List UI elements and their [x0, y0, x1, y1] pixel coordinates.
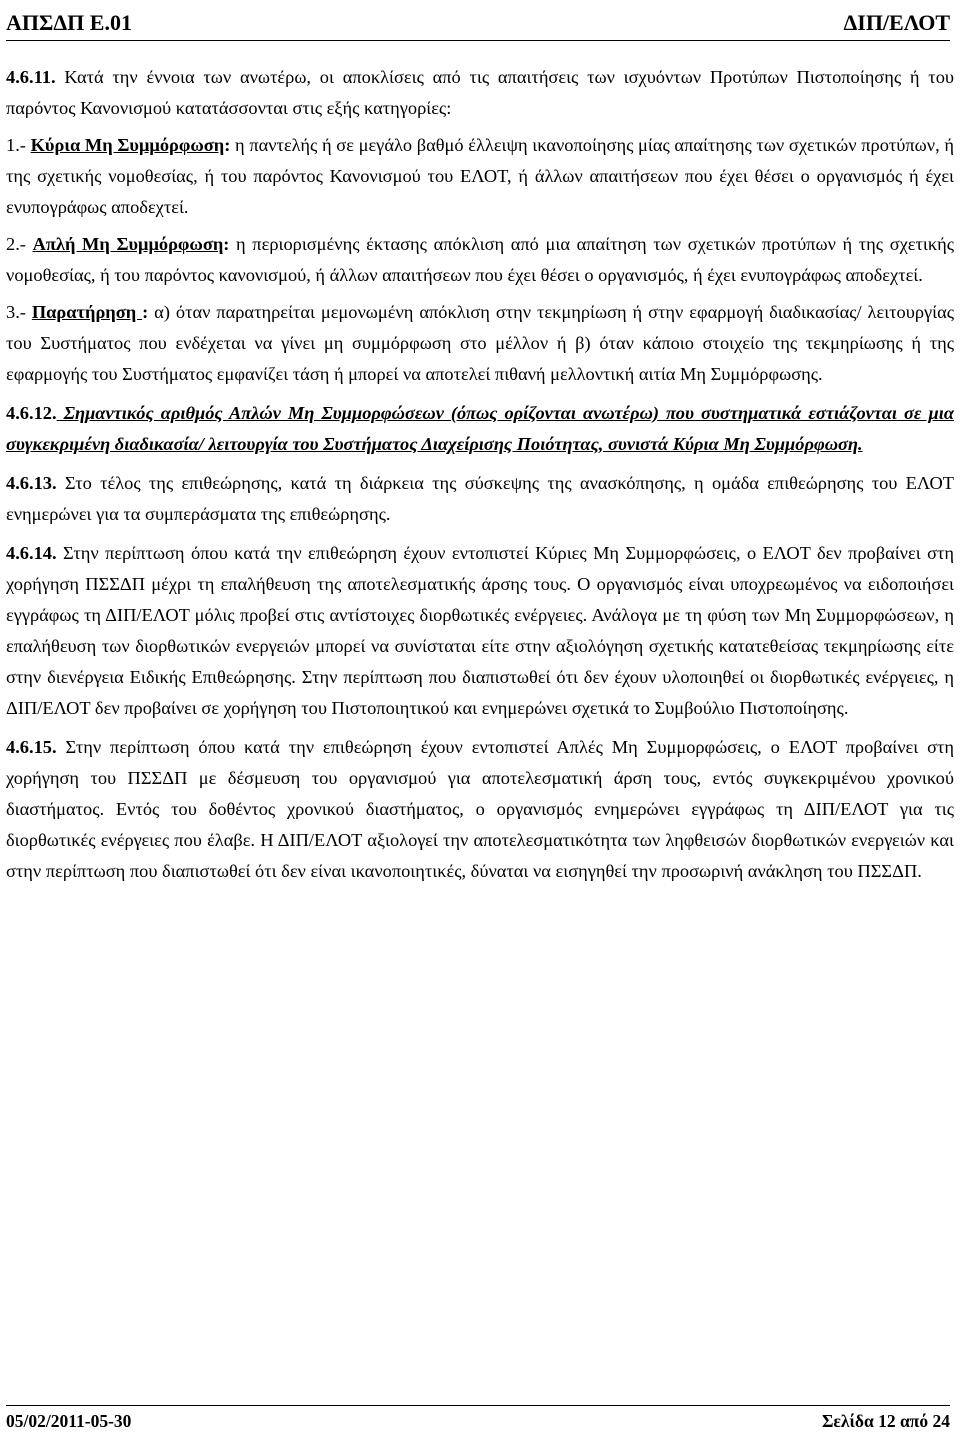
category-2	[6, 229, 954, 291]
item-number: 1.-	[6, 135, 31, 155]
section-number: 4.6.11.	[6, 67, 56, 87]
paragraph-text: Σημαντικός αριθμός Απλών Μη Συμμορφώσεων (όπως ορίζονται ανωτέρω) που συστηματικά εστιάζονται σε μια συγκεκριμένη διαδικασία/ λειτουργία του Συστήματος Διαχείρισης Ποιότητας, συνιστά Κύρια Μη Συμμόρφωση.	[6, 403, 954, 454]
term-colon: :	[142, 302, 149, 322]
item-number: 2.-	[6, 234, 33, 254]
definition-text: α) όταν παρατηρείται μεμονωμένη απόκλιση στην τεκμηρίωση ή στην εφαρμογή διαδικασίας/ λειτουργίας του Συστήματος που ενδέχεται να γίνει μη συμμόρφωση στο μέλλον ή β) όταν κάποιο στοιχείο της τεκμηρίωσης ή της εφαρμογής του Συστήματος εμφανίζει τάση ή μπορεί να αποτελεί πιθανή μελλοντική αιτία Μη Συμμόρφωσης.	[6, 302, 954, 384]
page-footer	[6, 1405, 950, 1436]
paragraph-text: Στην περίπτωση όπου κατά την επιθεώρηση έχουν εντοπιστεί Κύριες Μη Συμμορφώσεις, ο ΕΛΟΤ δεν προβαίνει στη χορήγηση ΠΣΣΔΠ μέχρι τη επαλήθευση της αποτελεσματικής άρσης τους. Ο οργανισμός είναι υποχρεωμένος να ειδοποιήσει εγγράφως τη ΔΙΠ/ΕΛΟΤ μόλις προβεί στις αντίστοιχες διορθωτικές ενέργειες. Ανάλογα με τη φύση των Μη Συμμορφώσεων, η επαλήθευση των διορθωτικών ενεργειών μπορεί να συνίσταται είτε στην αξιολόγηση σχετικής κατατεθείσας τεκμηρίωσης είτε στην διενέργεια Ειδικής Επιθεώρησης. Στην περίπτωση που διαπιστωθεί ότι δεν έχουν υλοποιηθεί οι διορθωτικές ενέργειες, η ΔΙΠ/ΕΛΟΤ δεν προβαίνει σε χορήγηση του Πιστοποιητικού και ενημερώνει σχετικά το Συμβούλιο Πιστοποίησης.	[6, 543, 954, 718]
category-1	[6, 130, 954, 223]
paragraph-4-6-12	[6, 398, 954, 460]
definition-text: η παντελής ή σε μεγάλο βαθμό έλλειψη ικανοποίησης μίας απαίτησης των σχετικών προτύπων, ή της σχετικής νομοθεσίας, ή του παρόντος Κανονισμού του ΕΛΟΤ, ή άλλων απαιτήσεων που έχει θέσει ο οργανισμός ή έχει ενυπογράφως αποδεχτεί.	[6, 135, 954, 217]
section-number: 4.6.14.	[6, 543, 57, 563]
term-major-nonconformity: Κύρια Μη Συμμόρφωση	[30, 135, 225, 155]
page-header	[6, 4, 950, 41]
paragraph-text: Στην περίπτωση όπου κατά την επιθεώρηση έχουν εντοπιστεί Απλές Μη Συμμορφώσεις, ο ΕΛΟΤ προβαίνει στη χορήγηση του ΠΣΣΔΠ με δέσμευση του οργανισμού για αποτελεσματική άρση τους, εντός συγκεκριμένου χρονικού διαστήματος. Εντός του δοθέντος χρονικού διαστήματος, ο οργανισμός ενημερώνει εγγράφως τη ΔΙΠ/ΕΛΟΤ για τις διορθωτικές ενέργειες που έλαβε. Η ΔΙΠ/ΕΛΟΤ αξιολογεί την αποτελεσματικότητα των ληφθεισών διορθωτικών ενεργειών και στην περίπτωση που διαπιστωθεί ότι δεν είναι ικανοποιητικές, δύναται να εισηγηθεί την προσωρινή ανάκληση του ΠΣΣΔΠ.	[6, 737, 954, 881]
paragraph-text: Κατά την έννοια των ανωτέρω, οι αποκλίσεις από τις απαιτήσεις των ισχυόντων Προτύπων Πιστοποίησης ή του παρόντος Κανονισμού κατατάσσονται στις εξής κατηγορίες:	[6, 67, 954, 118]
definition-text: η περιορισμένης έκτασης απόκλιση από μια απαίτηση των σχετικών προτύπων ή της σχετικής νομοθεσίας, ή του παρόντος κανονισμού, ή άλλων απαιτήσεων που έχει θέσει ο οργανισμός, ή έχει ενυπογράφως αποδεχτεί.	[6, 234, 954, 285]
header-department: ΔΙΠ/ΕΛΟΤ	[843, 10, 950, 35]
header-doc-code: ΑΠΣΔΠ Ε.01	[6, 10, 132, 35]
term-minor-nonconformity: Απλή Μη Συμμόρφωση	[32, 234, 224, 254]
section-number: 4.6.15.	[6, 737, 57, 757]
footer-date: 05/02/2011-05-30	[6, 1411, 132, 1431]
paragraph-4-6-13	[6, 468, 954, 530]
paragraph-4-6-14	[6, 538, 954, 724]
category-3	[6, 297, 954, 390]
paragraph-4-6-11	[6, 62, 954, 124]
footer-page-number: Σελίδα 12 από 24	[821, 1411, 950, 1431]
item-number: 3.-	[6, 302, 32, 322]
term-colon: :	[224, 135, 231, 155]
section-number: 4.6.12.	[6, 403, 57, 423]
paragraph-text: Στο τέλος της επιθεώρησης, κατά τη διάρκεια της σύσκεψης της ανασκόπησης, η ομάδα επιθεώρησης του ΕΛΟΤ ενημερώνει για τα συμπεράσματα της επιθεώρησης.	[6, 473, 954, 524]
term-colon: :	[223, 234, 230, 254]
document-body	[6, 60, 954, 887]
section-number: 4.6.13.	[6, 473, 57, 493]
term-observation: Παρατήρηση	[31, 302, 143, 322]
paragraph-4-6-15	[6, 732, 954, 887]
